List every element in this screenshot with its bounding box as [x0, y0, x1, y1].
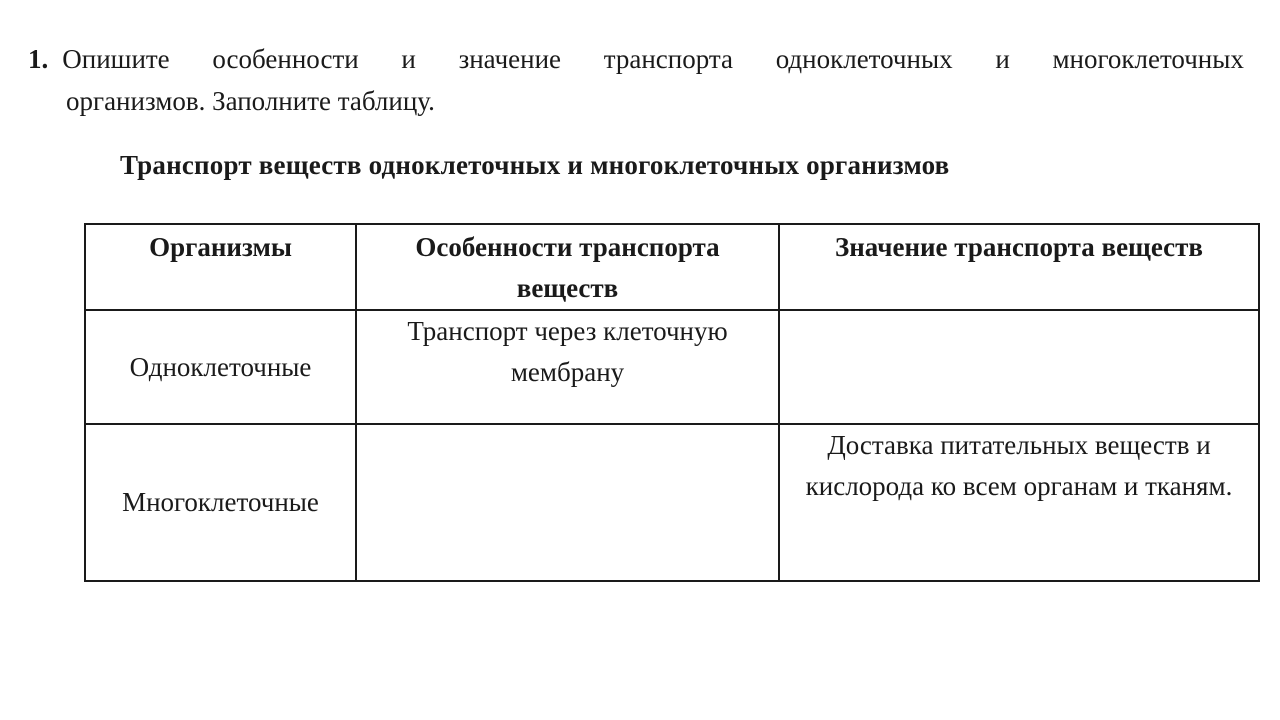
table-row — [85, 310, 1259, 424]
task-word: особенности — [212, 44, 359, 74]
header-features: Особенности транспорта веществ — [356, 224, 779, 310]
task-word: транспорта — [603, 44, 733, 74]
header-organisms: Организмы — [85, 224, 356, 310]
table-title: Транспорт веществ одноклеточных и многоклеточных организмов — [120, 150, 950, 180]
cell-features: Транспорт через клеточную мембрану — [356, 310, 779, 424]
task-line-2: организмов. Заполните таблицу. — [66, 86, 435, 116]
table-header-row — [85, 224, 1259, 310]
task-word: одноклеточных — [775, 44, 953, 74]
cell-significance — [779, 310, 1259, 424]
task-text — [28, 38, 1244, 122]
table-row — [85, 424, 1259, 581]
task-word: многоклеточных — [1052, 44, 1244, 74]
task-number: 1. — [28, 44, 49, 74]
cell-organism: Многоклеточные — [85, 424, 356, 581]
header-significance: Значение транспорта веществ — [779, 224, 1259, 310]
task-word: и — [995, 44, 1010, 74]
cell-organism: Одноклеточные — [85, 310, 356, 424]
task-line-1-text — [62, 38, 1244, 80]
cell-features — [356, 424, 779, 581]
task-word: и — [401, 44, 416, 74]
task-word: Опишите — [62, 44, 170, 74]
cell-significance: Доставка питательных веществ и кислорода ко всем органам и тканям. — [779, 424, 1259, 581]
task-word: значение — [458, 44, 562, 74]
transport-table — [84, 223, 1260, 582]
task-line-1 — [28, 38, 1244, 80]
